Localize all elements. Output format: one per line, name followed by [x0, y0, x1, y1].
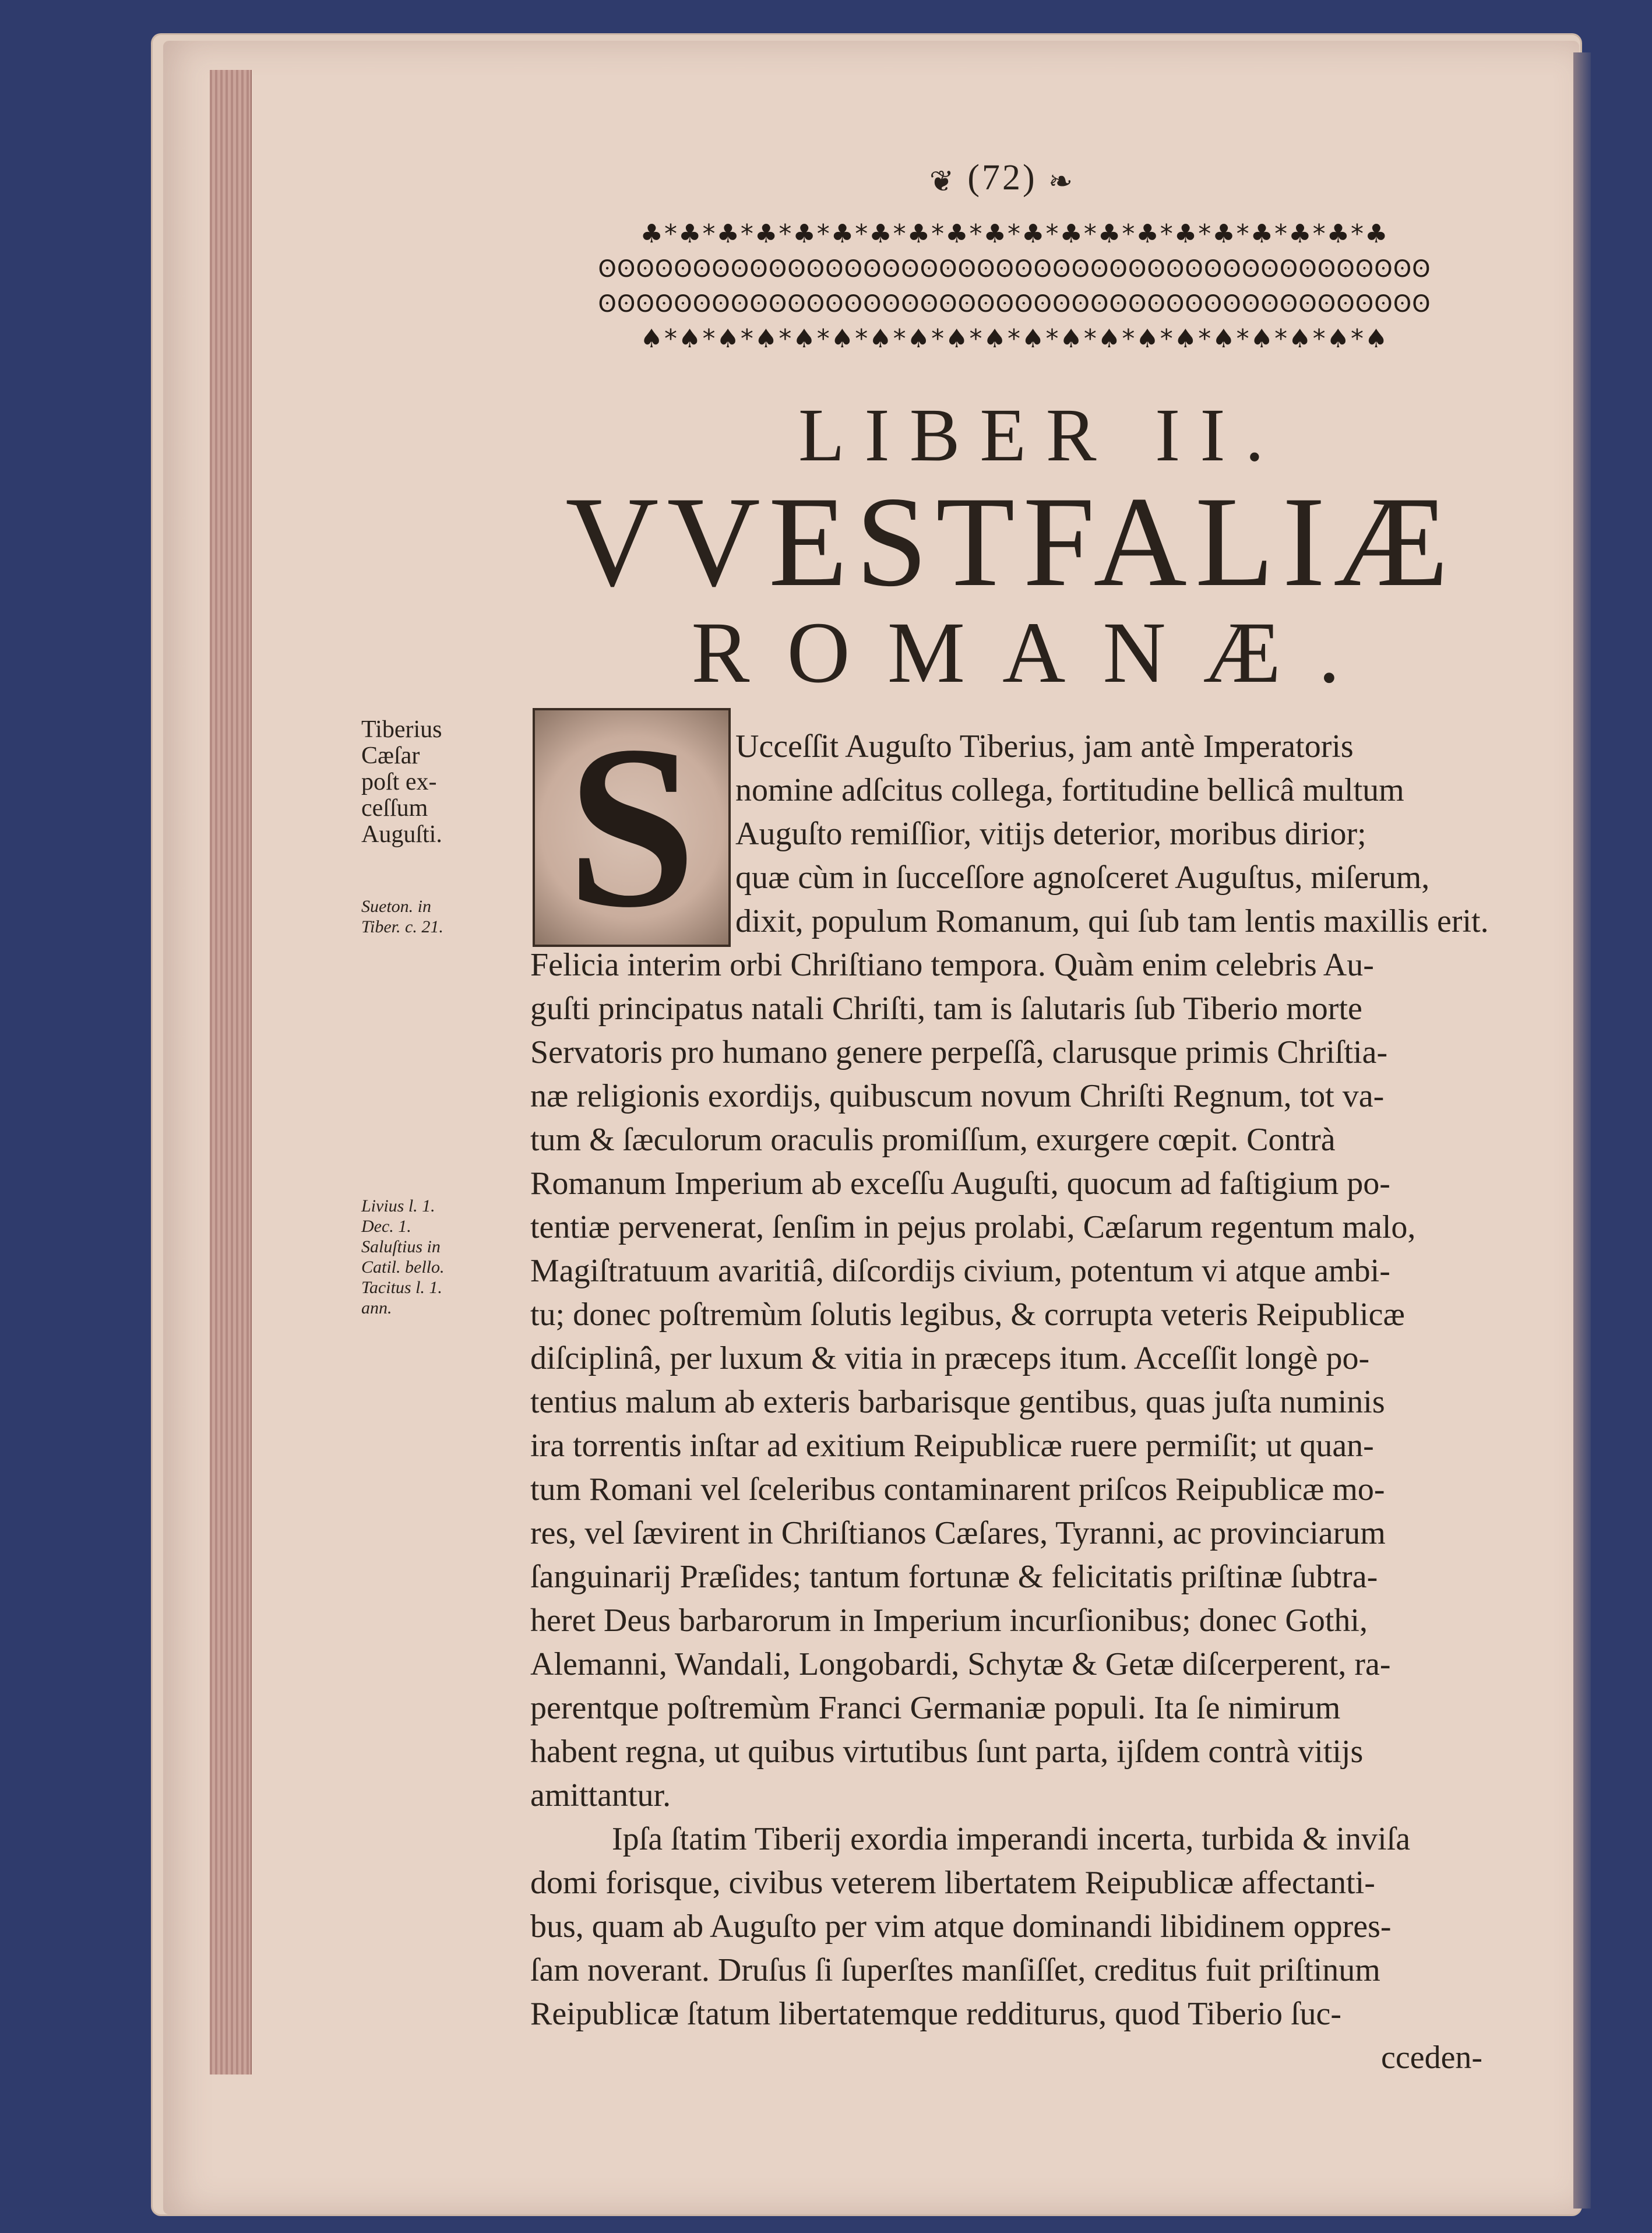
- sub-title: ROMANÆ.: [691, 604, 1378, 701]
- margin-note-line: Tiberius: [361, 716, 442, 743]
- text-line: domi forisque, civibus veterem libertatem Reipublicæ affectanti-: [530, 1865, 1375, 1901]
- text-line: Servatoris pro humano genere perpeſſâ, clarusque primis Chriſtia-: [530, 1034, 1388, 1070]
- ornamental-headpiece: [527, 217, 1502, 360]
- text-line: Ipſa ſtatim Tiberij exordia imperandi incerta, turbida & inviſa: [612, 1821, 1411, 1857]
- text-line: tentius malum ab exteris barbarisque gentibus, quas juſta numinis: [530, 1384, 1385, 1420]
- text-line: næ religionis exordijs, quibuscum novum Chriſti Regnum, tot va-: [530, 1078, 1385, 1114]
- ornament-row-bottom: ♠*♠*♠*♠*♠*♠*♠*♠*♠*♠*♠*♠*♠*♠*♠*♠*♠*♠*♠*♠: [640, 324, 1389, 354]
- text-line: Auguſto remiſſior, vitijs deterior, moribus dirior;: [735, 816, 1366, 852]
- text-line: habent regna, ut quibus virtutibus ſunt parta, ijſdem contrà vitijs: [530, 1734, 1364, 1770]
- margin-note-line: Cæſar: [361, 742, 420, 769]
- ornament-row-top: ♣*♣*♣*♣*♣*♣*♣*♣*♣*♣*♣*♣*♣*♣*♣*♣*♣*♣*♣*♣: [640, 219, 1389, 249]
- text-line: diſciplinâ, per luxum & vitia in præceps itum. Acceſſit longè po-: [530, 1340, 1370, 1376]
- fleuron-left-icon: ❦: [929, 164, 956, 198]
- catchword: cceden-: [1381, 2040, 1483, 2076]
- text-line: res, vel ſævirent in Chriſtianos Cæſares, Tyranni, ac provinciarum: [530, 1515, 1386, 1551]
- margin-note-line: Sueton. in: [361, 897, 431, 916]
- text-line: amittantur.: [530, 1777, 671, 1813]
- text-line: Alemanni, Wandali, Longobardi, Schytæ & Getæ diſcerperent, ra-: [530, 1646, 1391, 1682]
- text-line: guſti principatus natali Chriſti, tam is ſalutaris ſub Tiberio morte: [530, 991, 1362, 1027]
- text-line: tentiæ pervenerat, ſenſim in pejus prolabi, Cæſarum regentum malo,: [530, 1209, 1416, 1245]
- margin-note-line: Dec. 1.: [361, 1217, 411, 1236]
- margin-note-line: Catil. bello.: [361, 1258, 445, 1277]
- decorated-initial: [533, 698, 731, 956]
- text-line: Ucceſſit Auguſto Tiberius, jam antè Imperatoris: [735, 728, 1354, 765]
- text-line: bus, quam ab Auguſto per vim atque dominandi libidinem oppres-: [530, 1908, 1392, 1945]
- text-line: ſanguinarij Præſides; tantum fortunæ & felicitatis priſtinæ ſubtra-: [530, 1559, 1378, 1595]
- book-number-heading: LIBER II.: [798, 393, 1284, 477]
- text-line: nomine adſcitus collega, fortitudine bellicâ multum: [735, 772, 1404, 808]
- text-line: dixit, populum Romanum, qui ſub tam lentis maxillis erit.: [735, 903, 1489, 939]
- page-gutter-edges: [210, 70, 252, 2074]
- margin-note-line: poſt ex-: [361, 769, 437, 795]
- text-line: quæ cùm in ſucceſſore agnoſceret Auguſtus, miſerum,: [735, 860, 1430, 896]
- margin-note-line: Auguſti.: [361, 821, 442, 848]
- margin-note-livius: [361, 1196, 445, 1318]
- margin-note-line: Tiber. c. 21.: [361, 917, 443, 936]
- margin-note-line: ann.: [361, 1298, 392, 1318]
- ornament-row-chain-1: ʘʘʘʘʘʘʘʘʘʘʘʘʘʘʘʘʘʘʘʘʘʘʘʘʘʘʘʘʘʘʘʘʘʘʘʘʘʘʘʘʘʘʘʘ: [598, 256, 1431, 283]
- text-line: ira torrentis inſtar ad exitium Reipublicæ ruere permiſit; ut quan-: [530, 1428, 1374, 1464]
- margin-note-line: Livius l. 1.: [361, 1196, 435, 1216]
- margin-note-line: ceſſum: [361, 795, 428, 822]
- margin-note-line: Saluſtius in: [361, 1237, 441, 1256]
- margin-note-line: Tacitus l. 1.: [361, 1278, 442, 1297]
- text-line: ſam noverant. Druſus ſi ſuperſtes manſiſſet, creditus fuit priſtinum: [530, 1952, 1380, 1988]
- text-line: Reipublicæ ſtatum libertatemque redditurus, quod Tiberio ſuc-: [530, 1996, 1342, 2032]
- margin-note-tiberius: [361, 717, 442, 848]
- page-right-edge: [1573, 52, 1591, 2209]
- text-line: tum & ſæculorum oraculis promiſſum, exurgere cœpit. Contrà: [530, 1122, 1336, 1158]
- margin-note-sueton: [361, 896, 443, 937]
- text-line: Romanum Imperium ab exceſſu Auguſti, quocum ad faſtigium po-: [530, 1165, 1390, 1202]
- text-line: perentque poſtremùm Franci Germaniæ populi. Ita ſe nimirum: [530, 1690, 1341, 1726]
- text-line: Magiſtratuum avaritiâ, diſcordijs civium, potentum vi atque ambi-: [530, 1253, 1390, 1289]
- ornament-row-chain-2: ʘʘʘʘʘʘʘʘʘʘʘʘʘʘʘʘʘʘʘʘʘʘʘʘʘʘʘʘʘʘʘʘʘʘʘʘʘʘʘʘʘʘʘʘ: [598, 291, 1431, 318]
- text-line: tum Romani vel ſceleribus contaminarent priſcos Reipublicæ mo-: [530, 1471, 1385, 1508]
- fleuron-right-icon: ❧: [1048, 164, 1076, 198]
- page-number-header: [906, 157, 1098, 199]
- page-number: (72): [967, 158, 1037, 198]
- text-line: heret Deus barbarorum in Imperium incurſionibus; donec Gothi,: [530, 1602, 1368, 1639]
- text-line: Felicia interim orbi Chriſtiano tempora. Quàm enim celebris Au-: [530, 947, 1374, 983]
- drop-cap-letter: S: [566, 698, 697, 956]
- text-line: tu; donec poſtremùm ſolutis legibus, & corrupta veteris Reipublicæ: [530, 1297, 1405, 1333]
- main-title: VVESTFALIÆ: [565, 470, 1457, 614]
